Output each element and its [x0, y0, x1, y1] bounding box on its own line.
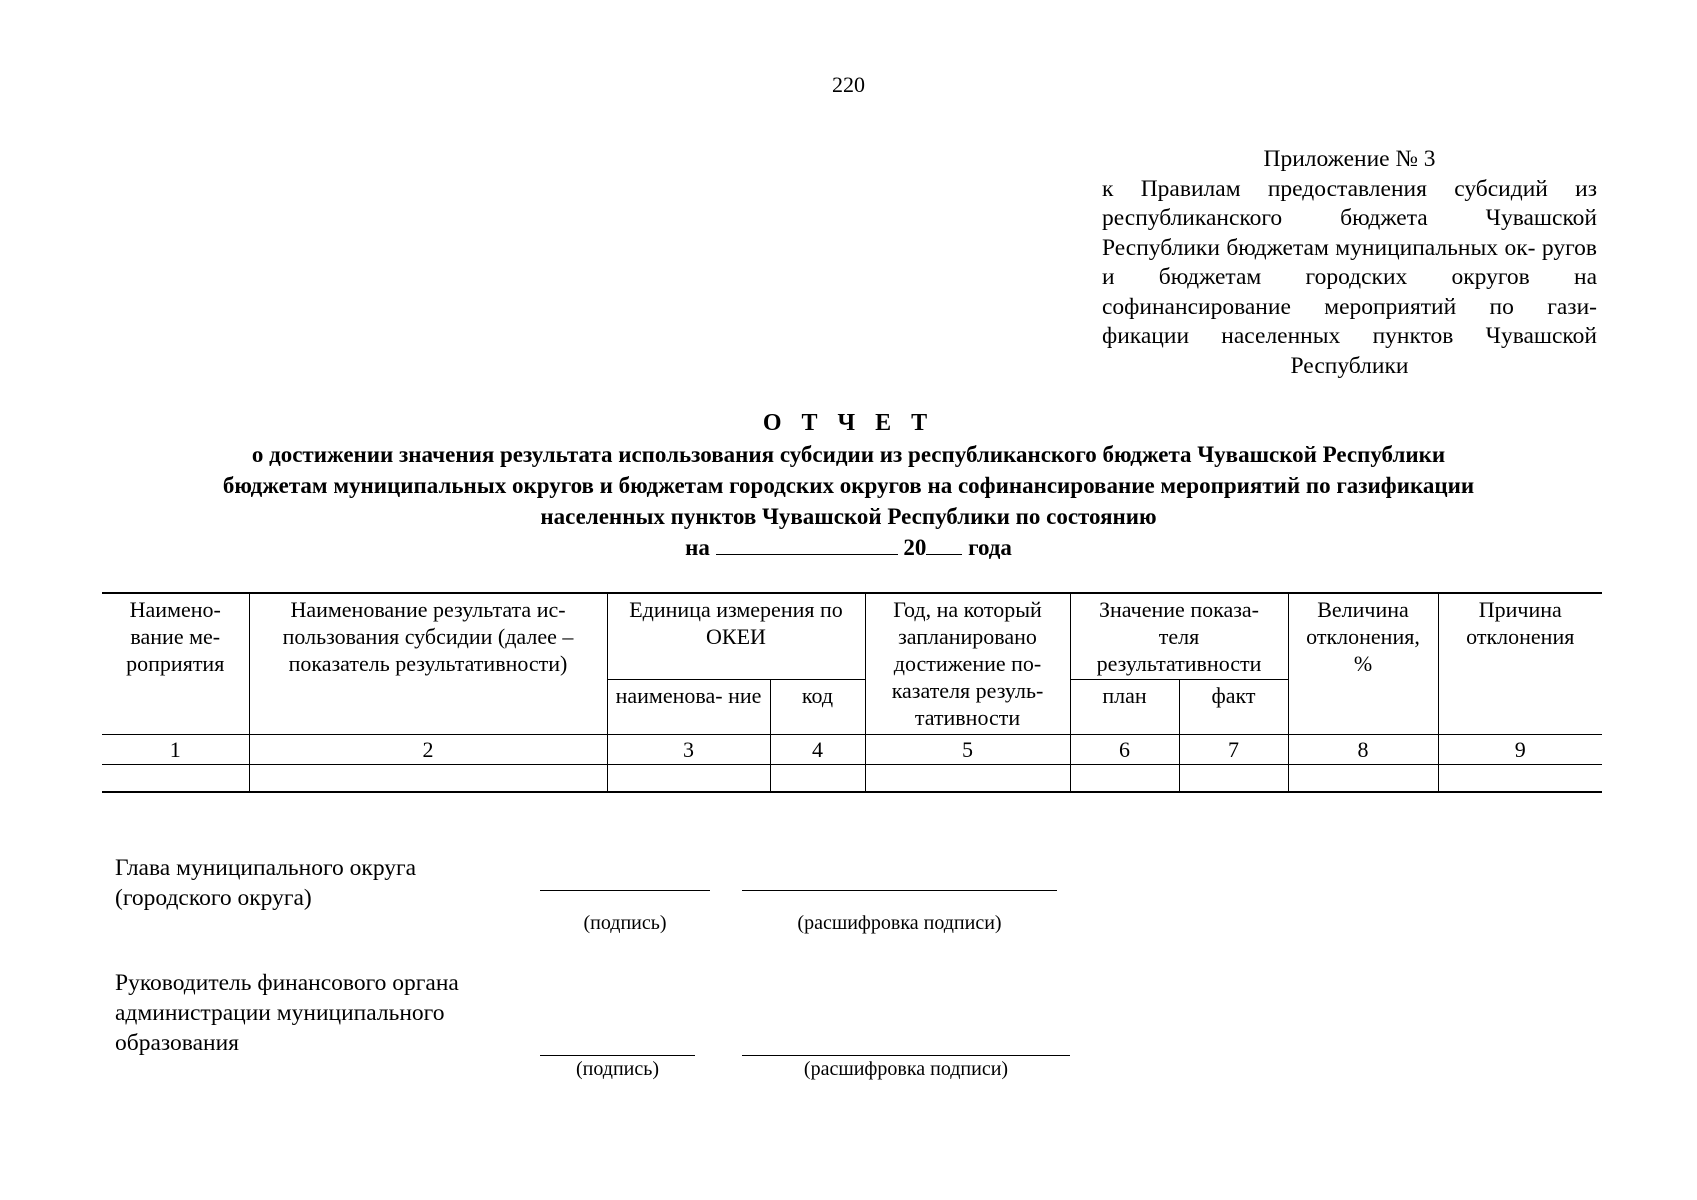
- header-deviation-reason: Причина отклонения: [1438, 593, 1602, 735]
- report-title: О Т Ч Е Т: [762, 410, 935, 436]
- report-subtitle-line2: бюджетам муниципальных округов и бюджетам городских округов на софинансирование мероприятий по газификации: [222, 473, 1475, 498]
- report-table: [102, 592, 1602, 793]
- finance-decode-line: [742, 1055, 1070, 1056]
- appendix-block: [1102, 145, 1597, 381]
- empty-cell: [1179, 765, 1288, 793]
- column-number: 3: [607, 735, 770, 765]
- head-signature-label: Глава муниципального округа (городского округа): [115, 855, 417, 911]
- empty-cell: [102, 765, 249, 793]
- column-number-row: [102, 735, 1602, 765]
- date-prefix: на: [685, 535, 710, 560]
- head-decode-line: [742, 890, 1057, 891]
- header-unit-okei: Единица измерения по ОКЕИ: [607, 593, 865, 680]
- date-year-blank: [926, 534, 962, 555]
- header-unit-name: наименова- ние: [607, 680, 770, 735]
- column-number: 9: [1438, 735, 1602, 765]
- head-signature-caption: (подпись): [583, 912, 667, 934]
- empty-cell: [1288, 765, 1438, 793]
- column-number: 8: [1288, 735, 1438, 765]
- report-subtitle-line3: населенных пунктов Чувашской Республики по состоянию: [540, 504, 1157, 529]
- empty-cell: [1438, 765, 1602, 793]
- finance-signature-caption: (подпись): [575, 1058, 660, 1080]
- empty-cell: [249, 765, 607, 793]
- header-deviation-value: Величина отклонения, %: [1288, 593, 1438, 735]
- appendix-title: Приложение № 3: [1263, 146, 1436, 172]
- column-number: 1: [102, 735, 249, 765]
- finance-decode-caption: (расшифровка подписи): [803, 1058, 1009, 1080]
- empty-cell: [607, 765, 770, 793]
- empty-cell: [1070, 765, 1179, 793]
- column-number: 6: [1070, 735, 1179, 765]
- report-date-line: [685, 532, 1012, 563]
- finance-signature-label: Руководитель финансового органа администрации муниципального образования: [115, 970, 459, 1056]
- date-year-prefix: 20: [903, 535, 927, 560]
- appendix-text: к Правилам предоставления субсидий из республиканского бюджета Чувашской Республики бюджетам муниципальных ок- ругов и бюджетам городских округов на софинансирование мероприятий по гази- фикации населенных пунктов Чувашской Республики: [1102, 175, 1597, 379]
- header-result-name: Наименование результата ис- пользования субсидии (далее – показатель результативности): [249, 593, 607, 735]
- column-number: 7: [1179, 735, 1288, 765]
- column-number: 5: [865, 735, 1070, 765]
- header-unit-code: код: [770, 680, 865, 735]
- column-number: 4: [770, 735, 865, 765]
- header-planned-year: Год, на который запланировано достижение по- казателя резуль- тативности: [865, 593, 1070, 735]
- date-suffix: года: [968, 535, 1012, 560]
- page-number: 220: [832, 72, 865, 97]
- header-activity-name: Наимено- вание ме- роприятия: [102, 593, 249, 735]
- empty-data-row: [102, 765, 1602, 793]
- report-subtitle-line1: о достижении значения результата использования субсидии из республиканского бюджета Чувашской Республики: [251, 442, 1446, 467]
- empty-cell: [865, 765, 1070, 793]
- header-fact: факт: [1179, 680, 1288, 735]
- column-number: 2: [249, 735, 607, 765]
- date-day-month-blank: [716, 534, 898, 555]
- finance-signature-line: [540, 1055, 695, 1056]
- empty-cell: [770, 765, 865, 793]
- header-plan: план: [1070, 680, 1179, 735]
- header-indicator-value: Значение показа- теля результативности: [1070, 593, 1288, 680]
- head-signature-line: [540, 890, 710, 891]
- head-decode-caption: (расшифровка подписи): [797, 912, 1002, 934]
- report-header: [0, 408, 1697, 563]
